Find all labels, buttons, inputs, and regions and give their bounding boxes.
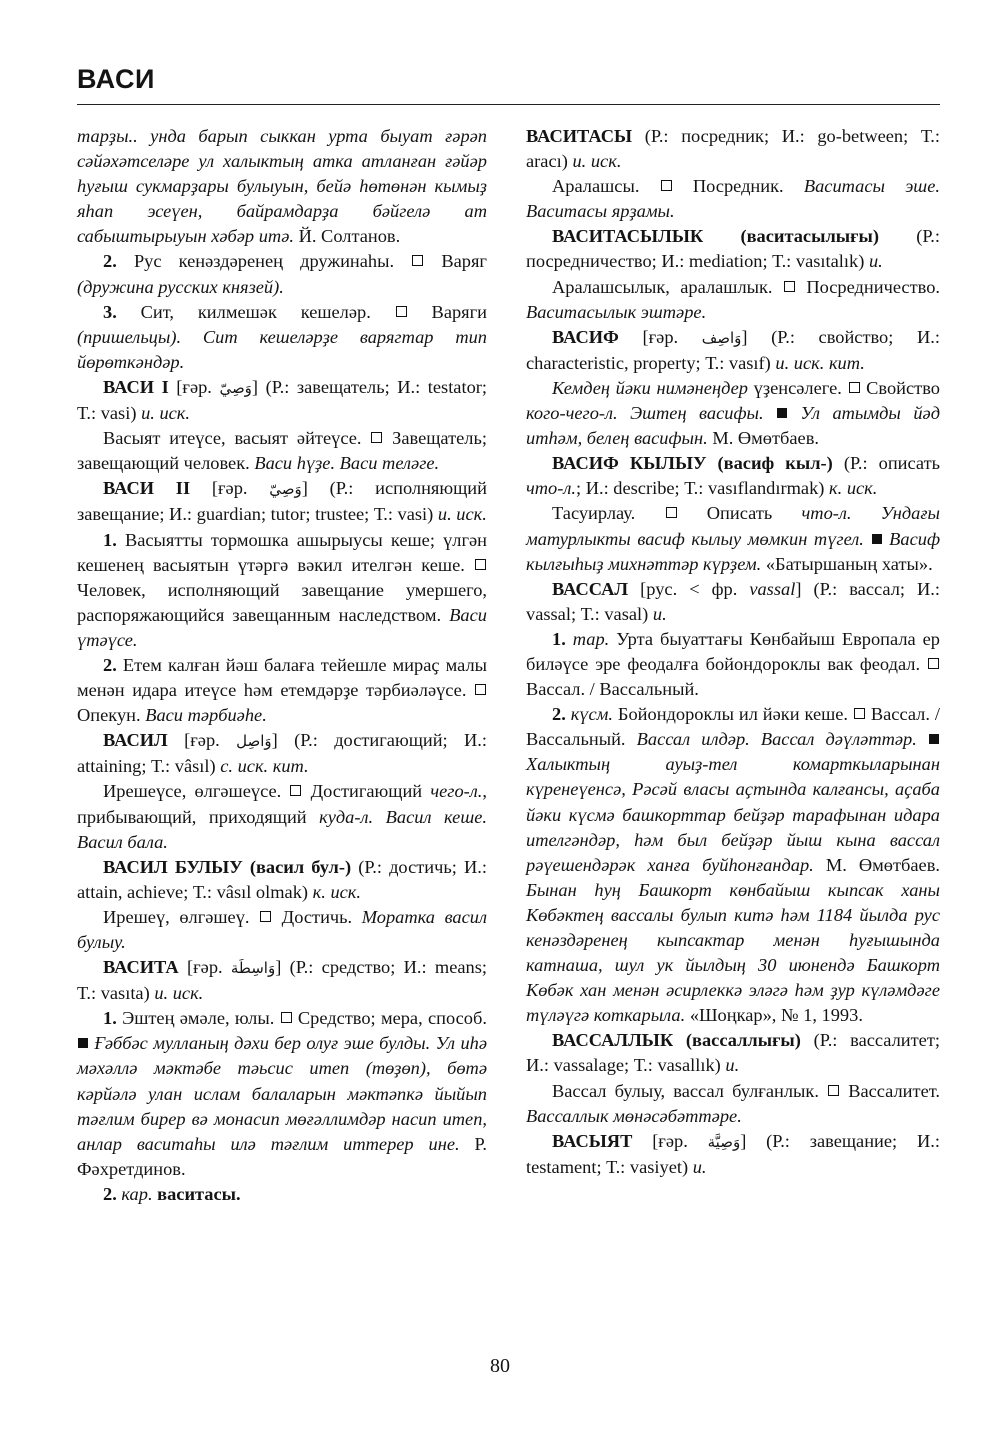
sense-1: 1. Васыятты тормошка ашырыусы кеше; үлгән кешенең васыятын үтәргә вәкил ителгән кеше. Человек, исполняющий завещание умершего, распоряжающийся завещанным наследством. Васи үтәүсе. xyxy=(77,529,487,650)
entry-vasi-2: ВАСИ II [ғәр. وَصِيّ] (Р.: исполняющий завещание; И.: guardian; tutor; trustee; Т.: vasi) и. ucк. xyxy=(77,478,487,525)
page-title: ВАСИ xyxy=(77,64,155,94)
sense-3: 3. Сит, килмешәк кешеләр. Варяги (пришельцы). Сит кешеләрҙе варягтар тип йөрөткәндәр. xyxy=(77,301,488,372)
definition: Васыят итеүсе, васыят әйтеүсе. Завещатель; завещающий человек. Васи һүҙе. Васи теләге. xyxy=(77,428,487,474)
box-icon xyxy=(475,684,486,695)
entry-vasi-1: ВАСИ I [ғәр. وَصِيّ] (Р.: завещатель; И.: testator; Т.: vasi) и. ucк. xyxy=(77,376,487,424)
box-icon xyxy=(828,1085,839,1096)
entry-vassallyk: ВАССАЛЛЫК (вассаллығы) (Р.: вассалитет; И.: vassalage; Т.: vasallık) и. xyxy=(526,1030,940,1076)
entry-vasil-buly: ВАСИЛ БУЛЫУ (васил бул-) (Р.: достичь; И.: attain, achieve; Т.: vâsıl olmak) к. ucк. xyxy=(77,856,487,902)
sense-2: 2. Рус кенәздәренең дружинаһы. Варяг (дружина русских князей). xyxy=(77,251,487,297)
entry-vasif: ВАСИФ [ғәр. وَاصِف] (Р.: свойство; И.: characteristic, property; Т.: vasıf) и. ucк. кит. xyxy=(526,326,940,373)
definition: Вассал булыу, вассал булғанлык. Вассалитет. Вассаллык мөнәсәбәттәре. xyxy=(526,1080,940,1126)
entry-continuation: тарҙы.. унда барып сыккан урта быуат ғәрәп сәйәхәтселәре ул халыктың атка атланған ғәйәр һуғыш сукмарҙары булыуын, бейә һөтөнән кымыҙ яһап эсеүен, байрамдарҙа бәйгелә ат сабыштырыуын хәбәр итә. Й. Солтанов. xyxy=(77,126,487,247)
entry-vasitasylyk: ВАСИТАСЫЛЫК (васитасылығы) (Р.: посредничество; И.: mediation; Т.: vasıtalık) и. xyxy=(526,226,940,272)
box-icon xyxy=(666,507,677,518)
sense-1: 1. тар. Урта быуаттағы Көнбайыш Европала ер биләүсе эре феодалға бойондороклы вак феодал. Вассал. / Вассальный. xyxy=(526,628,940,700)
entry-vasyyat: ВАСЫЯТ [ғәр. وَصِيَّة] (Р.: завещание; И.: testament; Т.: vasiyet) и. xyxy=(526,1130,940,1177)
box-icon xyxy=(928,658,939,669)
definition: Тасуирлау. Описать что-л. Ундағы матурлыкты васиф кылыу мөмкин түгел. Васиф кылғыһыҙ михнәттәр күрҙем. «Батыршаның хаты». xyxy=(526,503,940,574)
entry-vassal: ВАССАЛ [рус. < фр. vassal] (Р.: вассал; И.: vassal; Т.: vasal) и. xyxy=(526,578,941,624)
left-column xyxy=(77,124,487,1207)
box-icon xyxy=(396,306,407,317)
sense-1: 1. Эштең әмәле, юлы. Средство; мера, способ. Ғәббәс мулланың дәхи бер олуғ эше булды. Ул иһә мәхәллә мәктәбе тәьсис итеп (төҙөп), бөтә кәрйәлә улан ислам балаларын мәктәпкә йыйып тәғлим бирер вә монасип мөғәллимдәр насип итеп, анлар васитаһы илә тәғлим иттерер ине. Р. Фәхретдинов. xyxy=(77,1008,487,1179)
box-icon xyxy=(784,281,795,292)
example-marker-icon xyxy=(777,408,787,418)
box-icon xyxy=(854,708,865,719)
sense-2: 2. күсм. Бойондороклы ил йәки кеше. Вассал. / Вассальный. Вассал илдәр. Вассал дәүләттәр. Халыктың ауыҙ-тел комарткыларынан күренеүенсә, Рәсәй власы аҫтында калғансы, аҫаба йәки күсмә башкорттар бейҙәр тарафынан идара ителгәндәр, һәм был бейҙәр йыш кына вассал рәүешендәрәк ханға буйһонғандар. М. Өмөтбаев. Бынан һуң Башкорт көнбайыш кыпсак ханы Көбәктең вассалы булып китә һәм 1184 йылда рус кенәздәренең кыпсактар менән һуғышында катнаша, шул ук йылдың 30 июнендә Башкорт Көбәк хан менән әсирлеккә эләгә һәм ҙур күләмдәге түләүгә коткарыла. «Шоңкар», № 1, 1993. xyxy=(526,704,940,1026)
sense-2: 2. кар. васитасы. xyxy=(103,1183,241,1204)
right-column xyxy=(526,124,940,1180)
box-icon xyxy=(661,180,672,191)
box-icon xyxy=(281,1012,292,1023)
entry-vasif-kylyu: ВАСИФ КЫЛЫУ (васиф кыл-) (Р.: описать что-л.; И.: describe; Т.: vasıflandırmak) к. ucк. xyxy=(526,453,940,499)
entry-vasil: ВАСИЛ [ғәр. وَاصِل] (Р.: достигающий; И.: attaining; Т.: vâsıl) с. ucк. кит. xyxy=(77,730,487,777)
box-icon xyxy=(412,255,423,266)
definition: Аралашсы. Посредник. Васитасы эше. Васитасы ярҙамы. xyxy=(526,176,940,222)
box-icon xyxy=(475,559,486,570)
box-icon xyxy=(290,785,301,796)
example-marker-icon xyxy=(872,534,882,544)
box-icon xyxy=(260,911,271,922)
definition: Ирешеү, өлгәшеү. Достичь. Моратка васил булыу. xyxy=(77,906,487,952)
box-icon xyxy=(849,382,860,393)
header-rule xyxy=(77,104,940,105)
definition: Кемдең йәки нимәнеңдер үҙенсәлеге. Свойство кого-чего-л. Эштең васифы. Ул атымды йәд итһәм, белең васифын. М. Өмөтбаев. xyxy=(526,377,940,449)
sense-2: 2. Етем калған йәш балаға тейешле мираҫ малы менән идара итеүсе һәм етемдәрҙе тәрбиәләүсе. Опекун. Васи тәрбиәһе. xyxy=(77,654,487,726)
box-icon xyxy=(371,432,382,443)
entry-vasitasy: ВАСИТАСЫ (Р.: посредник; И.: go-between; Т.: aracı) и. ucк. xyxy=(526,126,940,172)
example-marker-icon xyxy=(929,734,939,744)
entry-vasita: ВАСИТА [ғәр. وَاسِطَة] (Р.: средство; И.: means; Т.: vasıta) и. ucк. xyxy=(77,957,487,1004)
definition: Аралашсылык, аралашлык. Посредничество. Васитасылык эштәре. xyxy=(526,276,940,322)
definition: Ирешеүсе, өлгәшеүсе. Достигающий чего-л., прибывающий, приходящий куда-л. Васил кеше. Васил бала. xyxy=(77,781,487,852)
example-marker-icon xyxy=(78,1038,88,1048)
page-number: 80 xyxy=(490,1355,510,1377)
